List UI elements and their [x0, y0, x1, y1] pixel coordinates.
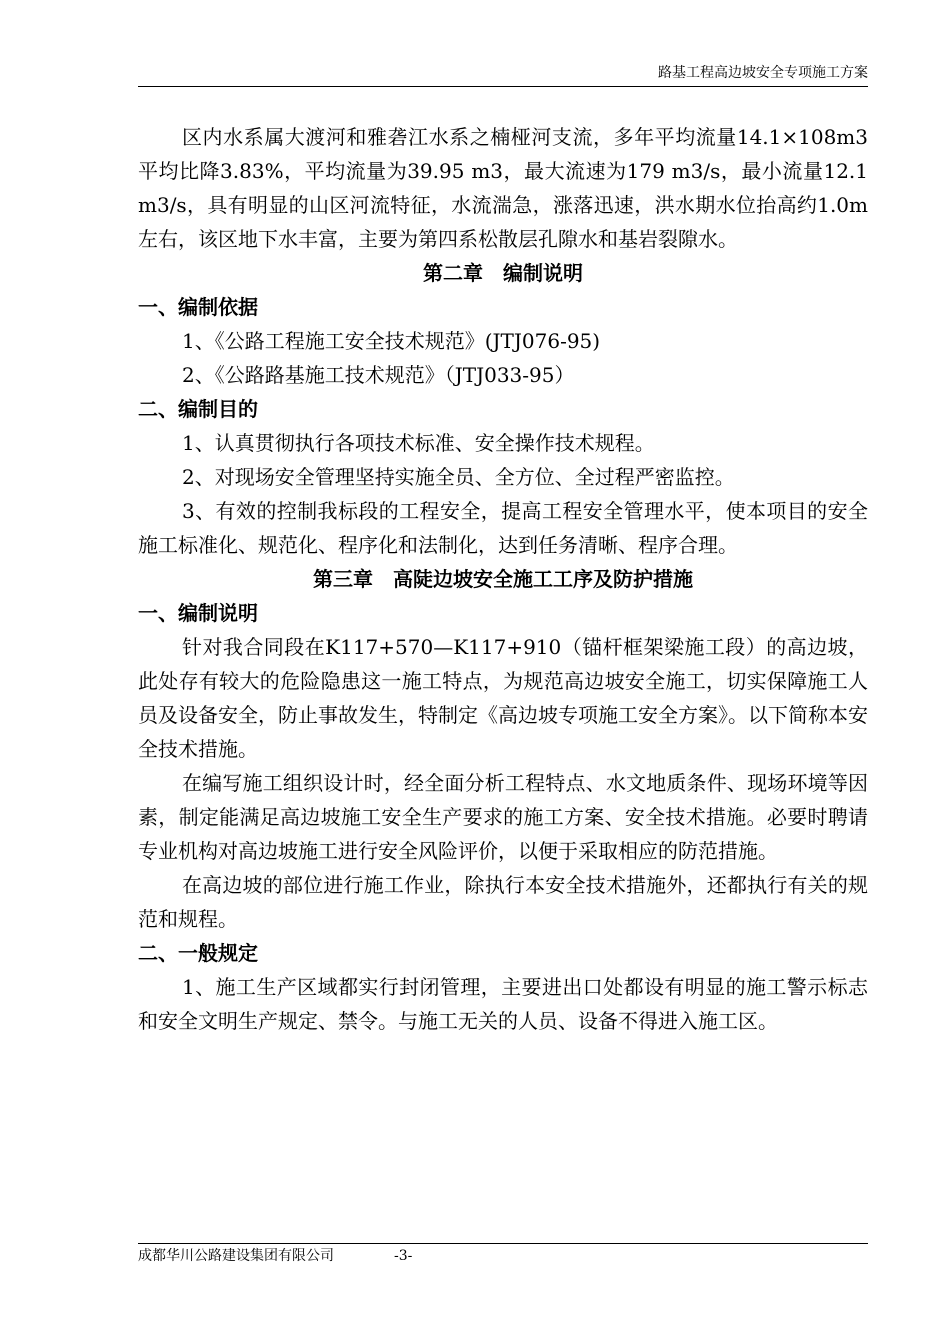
- paragraph: 在高边坡的部位进行施工作业，除执行本安全技术措施外，还都执行有关的规范和规程。: [138, 873, 868, 931]
- list-item: 1、认真贯彻执行各项技术标准、安全操作技术规程。: [182, 431, 655, 455]
- footer-divider: [138, 1243, 868, 1244]
- paragraph: 在编写施工组织设计时，经全面分析工程特点、水文地质条件、现场环境等因素，制定能满足高边坡施工安全生产要求的施工方案、安全技术措施。必要时聘请专业机构对高边坡施工进行安全风险评价，以便于采取相应的防范措施。: [138, 771, 868, 863]
- list-item: 2、《公路路基施工技术规范》（JTJ033-95）: [182, 363, 575, 387]
- list-item: 1、《公路工程施工安全技术规范》(JTJ076-95): [182, 329, 601, 353]
- list-item: 2、对现场安全管理坚持实施全员、全方位、全过程严密监控。: [182, 465, 735, 489]
- section-general-rules-title: 二、一般规定: [138, 941, 258, 965]
- footer-company: 成都华川公路建设集团有限公司: [138, 1248, 334, 1264]
- list-item: 3、有效的控制我标段的工程安全，提高工程安全管理水平，使本项目的安全施工标准化、规范化、程序化和法制化，达到任务清晰、程序合理。: [138, 499, 868, 557]
- document-body: [138, 120, 868, 1038]
- paragraph-hydrology: 区内水系属大渡河和雅砻江水系之楠桠河支流，多年平均流量14.1×108m3平均比降3.83%，平均流量为39.95 m3，最大流速为179 m3/s，最小流量12.1 m3/s，具有明显的山区河流特征，水流湍急，涨落迅速，洪水期水位抬高约1.0m左右，该区地下水丰富，主要为第四系松散层孔隙水和基岩裂隙水。: [138, 125, 868, 251]
- paragraph: 1、施工生产区域都实行封闭管理，主要进出口处都设有明显的施工警示标志和安全文明生产规定、禁令。与施工无关的人员、设备不得进入施工区。: [138, 975, 868, 1033]
- section-description-title: 一、编制说明: [138, 601, 258, 625]
- header-title: 路基工程高边坡安全专项施工方案: [658, 65, 868, 81]
- section-basis-title: 一、编制依据: [138, 295, 258, 319]
- page-number: -3-: [394, 1248, 413, 1264]
- paragraph: 针对我合同段在K117+570—K117+910（锚杆框架梁施工段）的高边坡，此处存有较大的危险隐患这一施工特点，为规范高边坡安全施工，切实保障施工人员及设备安全，防止事故发生，特制定《高边坡专项施工安全方案》。以下简称本安全技术措施。: [138, 635, 868, 761]
- chapter-2-title: 第二章 编制说明: [423, 261, 583, 285]
- section-purpose-title: 二、编制目的: [138, 397, 258, 421]
- header-divider: [138, 86, 868, 87]
- chapter-3-title: 第三章 高陡边坡安全施工工序及防护措施: [313, 567, 693, 591]
